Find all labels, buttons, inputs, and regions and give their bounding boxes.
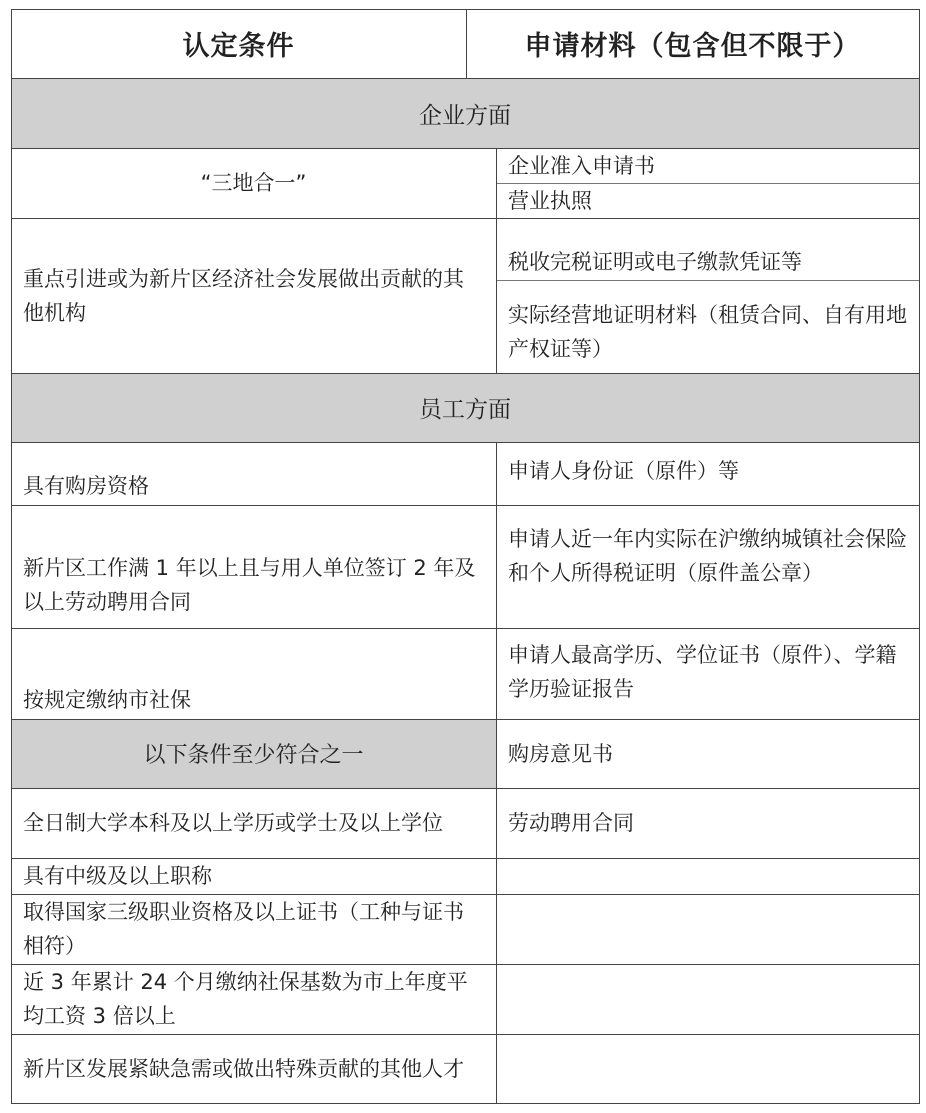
table-border <box>466 9 467 78</box>
table-border <box>11 1103 920 1104</box>
table-border <box>11 1034 920 1035</box>
table-border <box>11 964 920 965</box>
table-border <box>11 788 920 789</box>
empty-cell <box>496 964 919 1034</box>
header-materials: 申请材料（包含但不限于） <box>466 9 919 78</box>
material-enterprise-application: 企业准入申请书 <box>496 148 919 183</box>
empty-cell <box>496 1034 919 1103</box>
material-tax-certificate: 税收完税证明或电子缴款凭证等 <box>496 218 919 280</box>
material-labor-contract: 劳动聘用合同 <box>496 788 919 858</box>
option-vocational-certificate: 取得国家三级职业资格及以上证书（工种与证书相符） <box>11 894 496 964</box>
table-border <box>11 719 920 720</box>
option-bachelor-degree: 全日制大学本科及以上学历或学士及以上学位 <box>11 788 496 858</box>
table-border <box>496 442 497 1104</box>
table-border <box>11 628 920 629</box>
material-business-license: 营业执照 <box>496 183 919 218</box>
material-premises-proof: 实际经营地证明材料（租赁合同、自有用地产权证等） <box>496 280 919 373</box>
empty-cell <box>496 894 919 964</box>
material-social-insurance-proof: 申请人近一年内实际在沪缴纳城镇社会保险和个人所得税证明（原件盖公章） <box>496 505 919 628</box>
condition-purchase-eligibility: 具有购房资格 <box>11 442 496 505</box>
table-border <box>11 218 920 219</box>
table-border <box>11 858 920 859</box>
option-special-talent: 新片区发展紧缺急需或做出特殊贡献的其他人才 <box>11 1034 496 1103</box>
table-border <box>496 280 920 281</box>
table-border <box>11 442 920 443</box>
material-id-card: 申请人身份证（原件）等 <box>496 442 919 505</box>
empty-cell <box>496 858 919 894</box>
header-condition: 认定条件 <box>11 9 466 78</box>
table-border <box>11 373 920 374</box>
condition-key-institutions: 重点引进或为新片区经济社会发展做出贡献的其他机构 <box>11 218 496 373</box>
table-border <box>11 505 920 506</box>
condition-three-in-one: “三地合一” <box>11 148 496 218</box>
option-intermediate-title: 具有中级及以上职称 <box>11 858 496 894</box>
section-at-least-one: 以下条件至少符合之一 <box>11 719 496 788</box>
table-border <box>11 9 12 1104</box>
table-border <box>11 78 920 79</box>
table-border <box>11 894 920 895</box>
condition-work-one-year: 新片区工作满 1 年以上且与用人单位签订 2 年及以上劳动聘用合同 <box>11 505 496 628</box>
table-border <box>496 148 497 373</box>
option-social-security-base: 近 3 年累计 24 个月缴纳社保基数为市上年度平均工资 3 倍以上 <box>11 964 496 1034</box>
section-staff: 员工方面 <box>11 373 919 442</box>
section-enterprise: 企业方面 <box>11 78 919 148</box>
material-purchase-opinion: 购房意见书 <box>496 719 919 788</box>
table-border <box>919 9 920 1104</box>
table-border <box>496 183 920 184</box>
material-degree-certificate: 申请人最高学历、学位证书（原件）、学籍学历验证报告 <box>496 628 919 719</box>
table-border <box>11 148 920 149</box>
condition-social-security: 按规定缴纳市社保 <box>11 628 496 719</box>
